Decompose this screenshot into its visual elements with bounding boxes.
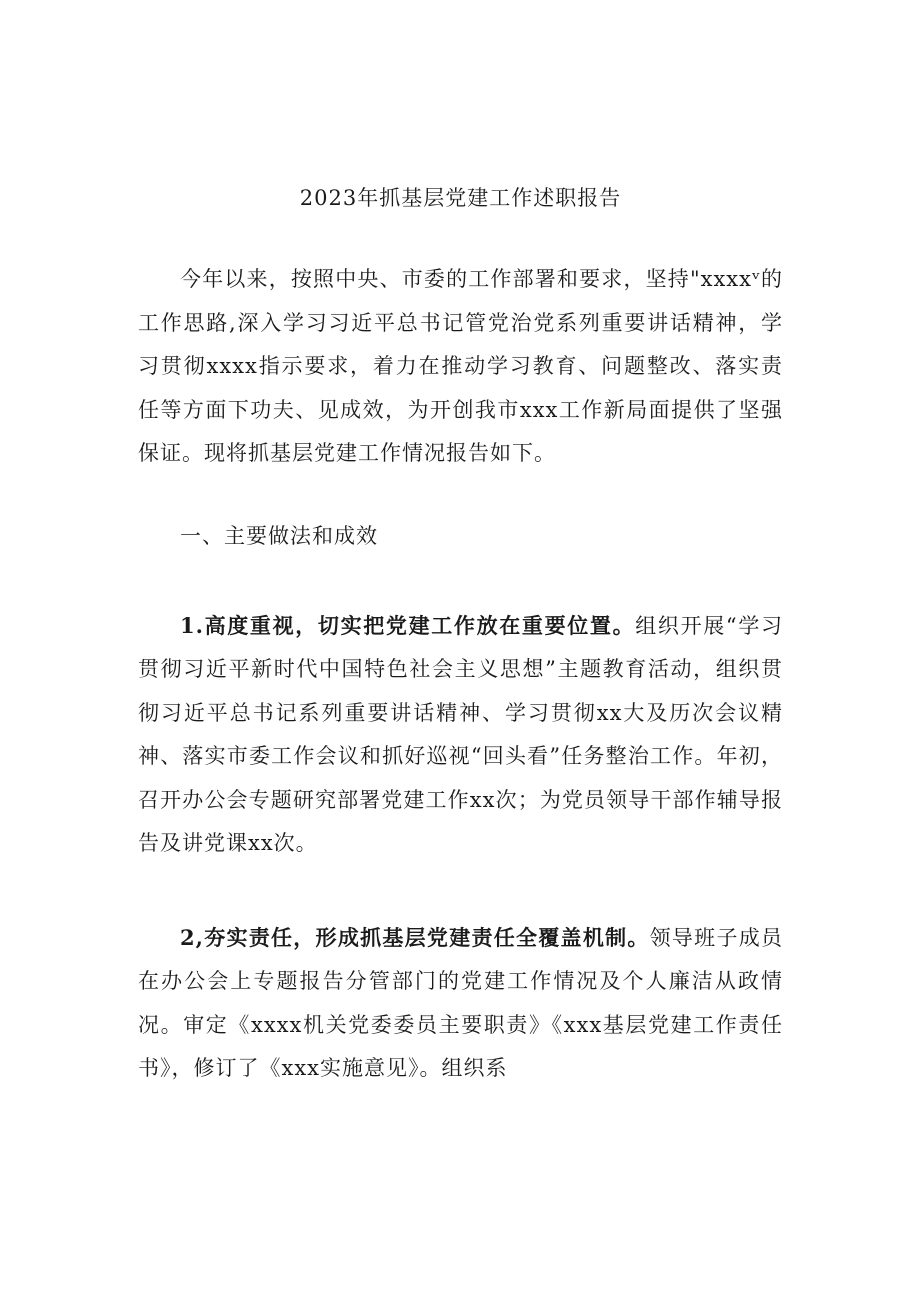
item-1-lead: 1.高度重视，切实把党建工作放在重要位置。: [180, 612, 636, 638]
document-body: [138, 180, 783, 1091]
section-heading: 一、主要做法和成效: [180, 523, 378, 548]
intro-paragraph: 今年以来，按照中央、市委的工作部署和要求，坚持"xxxxᵛ的工作思路,深入学习习近平总书记管党治党系列重要讲话精神，学习贯彻xxxx指示要求，着力在推动学习教育、问题整改、落实责任等方面下功夫、见成效，为开创我市xxx工作新局面提供了坚强保证。现将抓基层党建工作情况报告如下。: [138, 267, 783, 465]
item-2-paragraph: [138, 916, 783, 1091]
item-1-body: 组织开展“学习贯彻习近平新时代中国特色社会主义思想”主题教育活动，组织贯彻习近平总书记系列重要讲话精神、学习贯彻xx大及历次会议精神、落实市委工作会议和抓好巡视“回头看”任务整治工作。年初，召开办公会专题研究部署党建工作xx次；为党员领导干部作辅导报告及讲党课xx次。: [138, 613, 783, 855]
item-1-paragraph: [138, 604, 783, 866]
document-title: 2023年抓基层党建工作述职报告: [299, 186, 622, 210]
item-2-lead: 2,夯实责任，形成抓基层党建责任全覆盖机制。: [180, 924, 650, 950]
item-2-body: 领导班子成员在办公会上专题报告分管部门的党建工作情况及个人廉洁从政情况。审定《xxxx机关党委委员主要职责》《xxx基层党建工作责任书》，修订了《xxx实施意见》。组织系: [138, 925, 784, 1080]
